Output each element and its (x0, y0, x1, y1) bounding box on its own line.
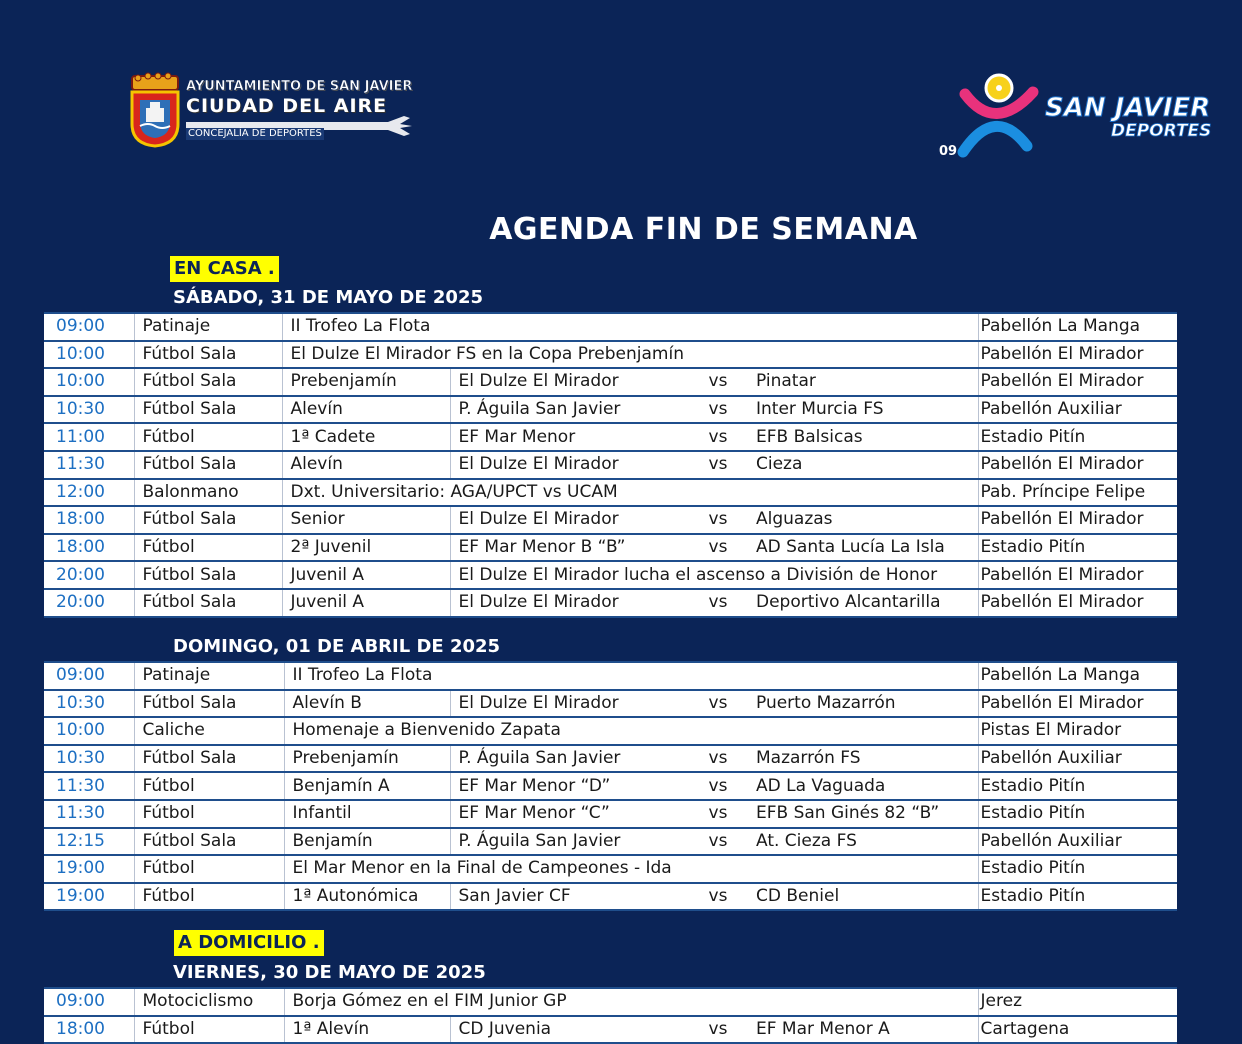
sport-cell: Patinaje (134, 313, 282, 341)
category-cell: Juvenil A (282, 589, 450, 617)
page-title: AGENDA FIN DE SEMANA (489, 212, 918, 247)
event-cell: II Trofeo La Flota (284, 662, 978, 690)
time-cell: 10:30 (44, 690, 134, 718)
vs-cell: vs (688, 451, 748, 479)
vs-cell: vs (688, 772, 748, 800)
time-cell: 11:30 (44, 451, 134, 479)
venue-cell: Pabellón Auxiliar (978, 396, 1177, 424)
table-row (44, 690, 1177, 718)
table-row (44, 883, 1177, 911)
away-team-cell: Mazarrón FS (748, 745, 978, 773)
sport-cell: Patinaje (134, 662, 284, 690)
day-heading-saturday: SÁBADO, 31 DE MAYO DE 2025 (173, 287, 483, 308)
sport-cell: Fútbol Sala (134, 451, 282, 479)
sport-cell: Fútbol (134, 423, 282, 451)
home-team-cell: El Dulze El Mirador (450, 690, 688, 718)
venue-cell: Pabellón El Mirador (978, 451, 1177, 479)
table-row (44, 662, 1177, 690)
venue-cell: Pab. Príncipe Felipe (978, 479, 1177, 507)
sport-cell: Fútbol Sala (134, 828, 284, 856)
vs-cell: vs (688, 368, 748, 396)
category-cell: 1ª Autonómica (284, 883, 450, 911)
time-cell: 18:00 (44, 534, 134, 562)
venue-cell: Pabellón Auxiliar (978, 745, 1177, 773)
home-team-cell: El Dulze El Mirador (450, 506, 688, 534)
vs-cell: vs (688, 883, 748, 911)
vs-cell: vs (688, 800, 748, 828)
venue-cell: Estadio Pitín (978, 423, 1177, 451)
time-cell: 09:00 (44, 313, 134, 341)
logo-brand-name: SAN JAVIER (1045, 93, 1211, 123)
table-row (44, 828, 1177, 856)
time-cell: 18:00 (44, 506, 134, 534)
venue-cell: Pabellón El Mirador (978, 561, 1177, 589)
category-cell: Alevín (282, 396, 450, 424)
sport-cell: Fútbol Sala (134, 506, 282, 534)
home-team-cell: EF Mar Menor “C” (450, 800, 688, 828)
logo-line3: CONCEJALÍA DE DEPORTES (188, 128, 322, 139)
home-team-cell: San Javier CF (450, 883, 688, 911)
time-cell: 20:00 (44, 589, 134, 617)
vs-cell: vs (688, 396, 748, 424)
away-team-cell: Inter Murcia FS (748, 396, 978, 424)
sport-cell: Fútbol Sala (134, 368, 282, 396)
time-cell: 09:00 (44, 988, 134, 1016)
logo-brand-sub: DEPORTES (1111, 121, 1212, 141)
table-row (44, 313, 1177, 341)
sport-cell: Balonmano (134, 479, 282, 507)
event-cell: El Mar Menor en la Final de Campeones - Ida (284, 855, 978, 883)
table-row (44, 368, 1177, 396)
home-team-cell: EF Mar Menor (450, 423, 688, 451)
sanjavier-deportes-logo (935, 64, 1225, 164)
vs-cell: vs (688, 1016, 748, 1044)
away-team-cell: Deportivo Alcantarilla (748, 589, 978, 617)
vs-cell: vs (688, 745, 748, 773)
time-cell: 20:00 (44, 561, 134, 589)
sport-cell: Fútbol Sala (134, 745, 284, 773)
section-label-away: A DOMICILIO . (174, 930, 324, 956)
category-cell: 2ª Juvenil (282, 534, 450, 562)
time-cell: 12:15 (44, 828, 134, 856)
category-cell: Benjamín A (284, 772, 450, 800)
table-row (44, 772, 1177, 800)
away-team-cell: Alguazas (748, 506, 978, 534)
category-cell: Benjamín (284, 828, 450, 856)
home-team-cell: P. Águila San Javier (450, 396, 688, 424)
venue-cell: Pabellón Auxiliar (978, 828, 1177, 856)
event-cell: Dxt. Universitario: AGA/UPCT vs UCAM (282, 479, 978, 507)
venue-cell: Estadio Pitín (978, 855, 1177, 883)
ayuntamiento-logo (128, 72, 428, 150)
vs-cell: vs (688, 506, 748, 534)
agenda-table-sunday (44, 661, 1177, 911)
sport-cell: Caliche (134, 717, 284, 745)
sport-cell: Fútbol (134, 800, 284, 828)
category-cell: Prebenjamín (282, 368, 450, 396)
table-row (44, 988, 1177, 1016)
logo-line1: AYUNTAMIENTO DE SAN JAVIER (186, 79, 413, 94)
vs-cell: vs (688, 828, 748, 856)
sport-cell: Fútbol (134, 855, 284, 883)
table-row (44, 451, 1177, 479)
sport-cell: Fútbol Sala (134, 690, 284, 718)
time-cell: 12:00 (44, 479, 134, 507)
table-row (44, 341, 1177, 369)
away-team-cell: EFB Balsicas (748, 423, 978, 451)
category-cell: Juvenil A (282, 561, 450, 589)
home-team-cell: EF Mar Menor “D” (450, 772, 688, 800)
away-team-cell: AD La Vaguada (748, 772, 978, 800)
venue-cell: Estadio Pitín (978, 534, 1177, 562)
table-row (44, 479, 1177, 507)
venue-cell: Estadio Pitín (978, 883, 1177, 911)
table-row (44, 800, 1177, 828)
day-heading-sunday: DOMINGO, 01 DE ABRIL DE 2025 (173, 636, 501, 657)
home-team-cell: CD Juvenia (450, 1016, 688, 1044)
away-team-cell: AD Santa Lucía La Isla (748, 534, 978, 562)
time-cell: 10:00 (44, 717, 134, 745)
category-cell: Infantil (284, 800, 450, 828)
logo-small-number: 09 (939, 144, 958, 159)
away-team-cell: Cieza (748, 451, 978, 479)
vs-cell: vs (688, 690, 748, 718)
note-cell: El Dulze El Mirador lucha el ascenso a División de Honor (450, 561, 978, 589)
venue-cell: Pabellón El Mirador (978, 341, 1177, 369)
time-cell: 11:30 (44, 772, 134, 800)
sport-cell: Fútbol (134, 772, 284, 800)
home-team-cell: EF Mar Menor B “B” (450, 534, 688, 562)
time-cell: 19:00 (44, 883, 134, 911)
sport-cell: Fútbol Sala (134, 341, 282, 369)
time-cell: 18:00 (44, 1016, 134, 1044)
away-team-cell: EF Mar Menor A (748, 1016, 978, 1044)
venue-cell: Pabellón El Mirador (978, 690, 1177, 718)
home-team-cell: P. Águila San Javier (450, 828, 688, 856)
home-team-cell: El Dulze El Mirador (450, 368, 688, 396)
table-row (44, 717, 1177, 745)
venue-cell: Pabellón La Manga (978, 662, 1177, 690)
sport-cell: Fútbol (134, 883, 284, 911)
sport-cell: Fútbol (134, 1016, 284, 1044)
category-cell: Prebenjamín (284, 745, 450, 773)
time-cell: 11:30 (44, 800, 134, 828)
table-row (44, 855, 1177, 883)
time-cell: 10:00 (44, 341, 134, 369)
day-heading-friday: VIERNES, 30 DE MAYO DE 2025 (173, 962, 486, 983)
venue-cell: Jerez (978, 988, 1177, 1016)
home-team-cell: El Dulze El Mirador (450, 589, 688, 617)
agenda-table-friday (44, 987, 1177, 1044)
event-cell: Borja Gómez en el FIM Junior GP (284, 988, 978, 1016)
vs-cell: vs (688, 534, 748, 562)
category-cell: 1ª Cadete (282, 423, 450, 451)
category-cell: Senior (282, 506, 450, 534)
away-team-cell: EFB San Ginés 82 “B” (748, 800, 978, 828)
event-cell: Homenaje a Bienvenido Zapata (284, 717, 978, 745)
logo-line2: CIUDAD DEL AIRE (186, 95, 388, 117)
table-row (44, 561, 1177, 589)
time-cell: 09:00 (44, 662, 134, 690)
vs-cell: vs (688, 589, 748, 617)
sport-cell: Fútbol Sala (134, 396, 282, 424)
table-row (44, 423, 1177, 451)
event-cell: II Trofeo La Flota (282, 313, 978, 341)
table-row (44, 745, 1177, 773)
table-row (44, 506, 1177, 534)
category-cell: Alevín (282, 451, 450, 479)
agenda-table-saturday (44, 312, 1177, 618)
event-cell: El Dulze El Mirador FS en la Copa Prebenjamín (282, 341, 978, 369)
sport-cell: Fútbol Sala (134, 561, 282, 589)
venue-cell: Pistas El Mirador (978, 717, 1177, 745)
category-cell: Alevín B (284, 690, 450, 718)
table-row (44, 534, 1177, 562)
venue-cell: Pabellón El Mirador (978, 368, 1177, 396)
time-cell: 11:00 (44, 423, 134, 451)
sport-cell: Motociclismo (134, 988, 284, 1016)
away-team-cell: CD Beniel (748, 883, 978, 911)
table-row (44, 589, 1177, 617)
venue-cell: Estadio Pitín (978, 800, 1177, 828)
home-team-cell: El Dulze El Mirador (450, 451, 688, 479)
away-team-cell: At. Cieza FS (748, 828, 978, 856)
sport-cell: Fútbol (134, 534, 282, 562)
table-row (44, 396, 1177, 424)
venue-cell: Estadio Pitín (978, 772, 1177, 800)
venue-cell: Cartagena (978, 1016, 1177, 1044)
table-row (44, 1016, 1177, 1044)
venue-cell: Pabellón El Mirador (978, 506, 1177, 534)
venue-cell: Pabellón La Manga (978, 313, 1177, 341)
time-cell: 10:00 (44, 368, 134, 396)
time-cell: 19:00 (44, 855, 134, 883)
category-cell: 1ª Alevín (284, 1016, 450, 1044)
away-team-cell: Puerto Mazarrón (748, 690, 978, 718)
section-label-home: EN CASA . (170, 256, 279, 282)
time-cell: 10:30 (44, 396, 134, 424)
venue-cell: Pabellón El Mirador (978, 589, 1177, 617)
home-team-cell: P. Águila San Javier (450, 745, 688, 773)
sport-cell: Fútbol Sala (134, 589, 282, 617)
time-cell: 10:30 (44, 745, 134, 773)
vs-cell: vs (688, 423, 748, 451)
away-team-cell: Pinatar (748, 368, 978, 396)
